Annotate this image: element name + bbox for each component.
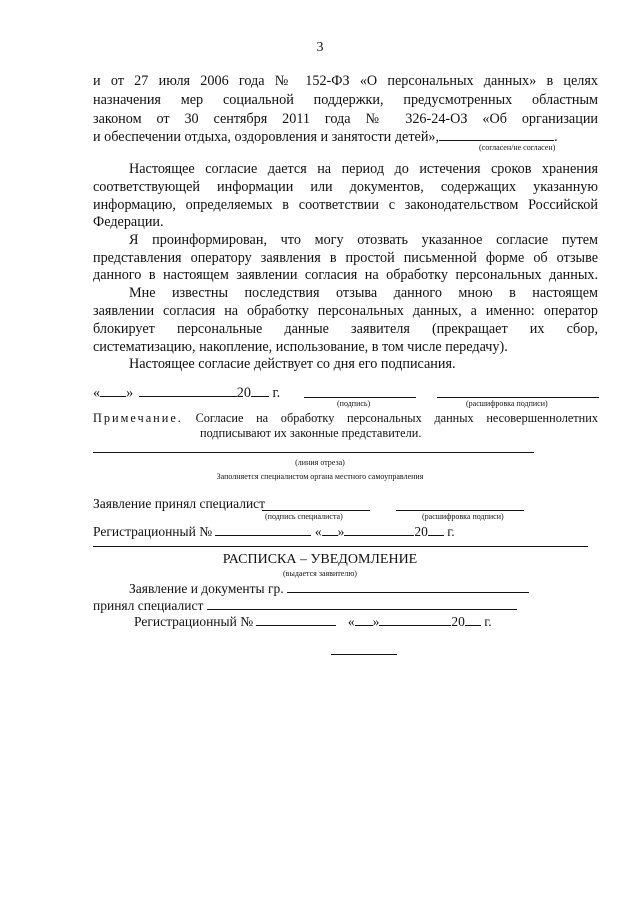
consent-hint: (согласен/не согласен) bbox=[479, 143, 556, 152]
consent-line-4-text: и обеспечении отдыха, оздоровления и занятости детей», bbox=[93, 129, 440, 145]
registration-number-blank[interactable] bbox=[215, 523, 311, 536]
close-quote: » bbox=[126, 385, 134, 401]
page-number: 3 bbox=[316, 40, 324, 55]
period-line-3: информацию, определяемых в соответствии с законодательством Российской bbox=[93, 197, 598, 213]
receipt-year-blank[interactable] bbox=[465, 613, 481, 626]
consent-blank[interactable] bbox=[439, 128, 554, 141]
note-label: Примечание. bbox=[93, 411, 183, 425]
note-line-2: подписывают их законные представители. bbox=[200, 426, 422, 440]
receipt-number-blank[interactable] bbox=[256, 613, 336, 626]
cut-line bbox=[93, 452, 534, 453]
receipt-registration-row bbox=[134, 613, 599, 631]
receipt-subtitle: (выдается заявителю) bbox=[283, 569, 357, 578]
month-blank[interactable] bbox=[139, 384, 237, 397]
consequences-line-3: блокирует персональные данные заявителя (прекращает их сбор, bbox=[93, 321, 598, 337]
reg-day-blank[interactable] bbox=[322, 523, 338, 536]
documents-label: Заявление и документы гр. bbox=[129, 581, 284, 596]
day-blank[interactable] bbox=[100, 384, 126, 397]
specialist-decoding-blank[interactable] bbox=[396, 510, 524, 511]
consequences-line-1: Мне известны последствия отзыва данного мною в настоящем bbox=[129, 285, 598, 301]
consent-line-4: и обеспечении отдыха, оздоровления и занятости детей», . bbox=[93, 129, 558, 145]
reg-year-prefix: 20 bbox=[414, 524, 428, 539]
consent-line-1: и от 27 июля 2006 года № 152-ФЗ «О персональных данных» в целях bbox=[93, 73, 598, 89]
consent-line-2: назначения мер социальной поддержки, предусмотренных областным bbox=[93, 92, 598, 108]
receipt-month-blank[interactable] bbox=[379, 613, 451, 626]
official-caption: Заполняется специалистом органа местного самоуправления bbox=[216, 472, 424, 481]
year-suffix: г. bbox=[272, 385, 281, 401]
open-quote: « bbox=[93, 385, 101, 401]
signature-caption: (подпись) bbox=[337, 399, 371, 408]
signature-blank[interactable] bbox=[304, 397, 416, 398]
applicant-name-blank[interactable] bbox=[287, 580, 529, 593]
reg-close-quote: » bbox=[337, 524, 345, 539]
receipt-year-suffix: г. bbox=[484, 614, 492, 629]
effective-paragraph: Настоящее согласие действует со дня его подписания. bbox=[129, 356, 456, 372]
reg-month-blank[interactable] bbox=[344, 523, 414, 536]
cut-line-caption: (линия отреза) bbox=[295, 458, 345, 467]
registration-label: Регистрационный № bbox=[93, 524, 213, 539]
documents-row bbox=[129, 580, 599, 598]
specialist-signature-caption: (подпись специалиста) bbox=[265, 512, 343, 521]
revoke-line-1: Я проинформирован, что могу отозвать указанное согласие путем bbox=[129, 232, 598, 248]
consequences-line-4: систематизацию, накопление, использование, в том числе передачу). bbox=[93, 339, 508, 355]
receipt-open-quote: « bbox=[347, 614, 355, 629]
receipt-title: РАСПИСКА – УВЕДОМЛЕНИЕ bbox=[222, 552, 418, 567]
accepted-by-label: Заявление принял специалист bbox=[93, 496, 266, 511]
receipt-registration-label: Регистрационный № bbox=[134, 614, 254, 629]
end-rule bbox=[331, 654, 397, 655]
receipt-accepted-label: принял специалист bbox=[93, 598, 204, 613]
year-blank[interactable] bbox=[251, 384, 269, 397]
reg-year-suffix: г. bbox=[447, 524, 455, 539]
note-text-1: Согласие на обработку персональных данных несовершеннолетних bbox=[195, 411, 598, 425]
consequences-line-2: заявлении согласия на обработку персональных данных, а именно: оператор bbox=[93, 303, 598, 319]
receipt-day-blank[interactable] bbox=[355, 613, 373, 626]
reg-open-quote: « bbox=[314, 524, 322, 539]
revoke-line-2: представления оператору заявления в простой письменной форме об отзыве bbox=[93, 250, 598, 266]
receipt-close-quote: » bbox=[372, 614, 380, 629]
year-prefix: 20 bbox=[236, 385, 251, 401]
period-line-2: соответствующей информации или документов, содержащих указанную bbox=[93, 179, 598, 195]
reg-year-blank[interactable] bbox=[428, 523, 444, 536]
decoding-caption: (расшифровка подписи) bbox=[466, 399, 548, 408]
specialist-signature-blank[interactable] bbox=[262, 510, 370, 511]
consent-line-3: законом от 30 сентября 2011 года № 326-24-ОЗ «Об организации bbox=[93, 111, 598, 127]
decoding-blank[interactable] bbox=[437, 397, 599, 398]
receipt-year-prefix: 20 bbox=[451, 614, 465, 629]
period-line-4: Федерации. bbox=[93, 214, 164, 230]
specialist-decoding-caption: (расшифровка подписи) bbox=[422, 512, 504, 521]
revoke-line-3: данного в настоящем заявлении согласия на обработку персональных данных. bbox=[93, 267, 598, 283]
receipt-specialist-blank[interactable] bbox=[207, 597, 517, 610]
section-divider bbox=[93, 546, 588, 547]
registration-row bbox=[93, 523, 598, 541]
period-line-1: Настоящее согласие дается на период до истечения сроков хранения bbox=[129, 161, 598, 177]
